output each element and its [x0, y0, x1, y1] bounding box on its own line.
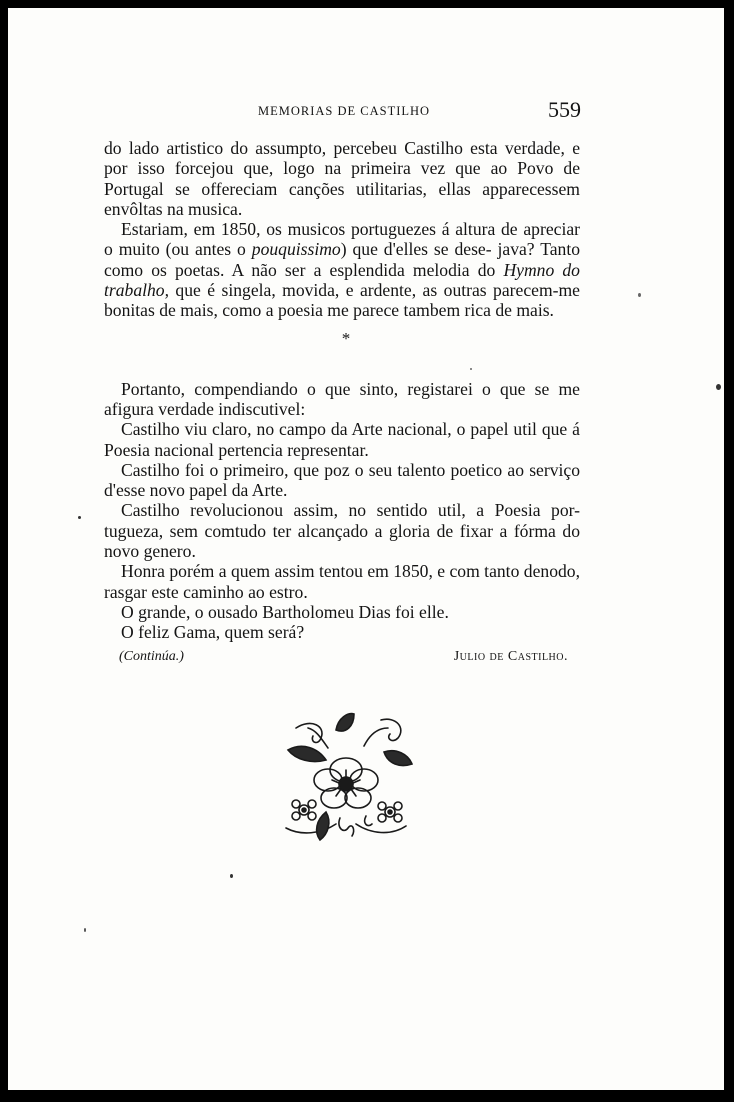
- line: do lado artistico do assumpto, percebeu Castilho esta verdade,: [104, 138, 565, 158]
- line: tugueza, sem comtudo ter alcançado a gloria de fixar a fórma: [104, 520, 556, 541]
- paragraph-5: [104, 460, 580, 501]
- line: java? Tanto como os poetas. A não ser a esplendida melodia: [104, 239, 581, 280]
- line: ) que d'elles se dese-: [340, 239, 492, 260]
- floral-ornament-icon: [266, 708, 426, 848]
- paragraph-1: [104, 138, 580, 219]
- line: que é singela, movida, e ardente, as: [169, 280, 438, 301]
- scan-speck: [716, 384, 721, 390]
- line: Honra porém a quem assim tentou em 1850, e com tanto: [121, 561, 520, 582]
- line: envôltas na musica.: [104, 198, 243, 219]
- continued-note: (Continúa.): [119, 648, 184, 664]
- line: tambem rica de mais.: [403, 300, 554, 321]
- paragraph-8: O grande, o ousado Bartholomeu Dias foi elle.: [121, 601, 449, 622]
- paragraph-3: [104, 379, 580, 420]
- line: Castilho foi o primeiro, que poz o seu talento poetico ao: [121, 459, 525, 480]
- line: outras parecem-me bonitas de mais, como a poesia me parece: [104, 280, 580, 321]
- scan-speck: [638, 293, 641, 297]
- line: apreciar o muito (ou antes o: [104, 219, 580, 260]
- line: do: [477, 259, 504, 280]
- paragraph-7: [104, 561, 580, 602]
- line: denodo, rasgar este caminho ao estro.: [104, 561, 580, 602]
- italic-word: pouquissimo: [251, 239, 341, 260]
- paragraph-4: [104, 419, 580, 460]
- scan-speck: [84, 928, 86, 932]
- line: Estariam, em 1850, os musicos portuguezes á altura de: [121, 219, 518, 240]
- scan-speck: [470, 368, 472, 370]
- paragraph-2: [104, 219, 580, 320]
- line: Portanto, compendiando o que sinto, registarei o que se: [121, 378, 550, 399]
- line: Castilho viu claro, no campo da Arte nacional, o papel util: [121, 419, 537, 440]
- italic-title: Hymno do trabalho,: [104, 259, 580, 301]
- scan-speck: [230, 874, 233, 878]
- running-title: MEMORIAS DE CASTILHO: [258, 104, 431, 118]
- body-text: [104, 138, 580, 667]
- line: do novo genero.: [104, 520, 580, 562]
- scan-speck: [78, 516, 81, 519]
- paragraph-6: [104, 500, 580, 561]
- page-number: 559: [548, 97, 581, 122]
- line: Portugal se offereciam canções utilitarias, ellas apparecessem: [104, 178, 580, 199]
- paragraph-9: O feliz Gama, quem será?: [121, 622, 305, 643]
- line: Castilho revolucionou assim, no sentido util, a Poesia por-: [121, 500, 580, 521]
- line: que á Poesia nacional pertencia representar.: [104, 419, 580, 460]
- line: me afigura verdade indiscutivel:: [104, 378, 580, 419]
- signoff: [104, 647, 580, 667]
- line: serviço d'esse novo papel da Arte.: [104, 459, 580, 501]
- section-separator: *: [341, 328, 351, 348]
- author-signature: Julio de Castilho.: [453, 648, 568, 664]
- page-header: [8, 97, 724, 127]
- line: e por isso forcejou que, logo na primeira vez que ao Povo de: [104, 138, 580, 179]
- book-page: [8, 8, 724, 1090]
